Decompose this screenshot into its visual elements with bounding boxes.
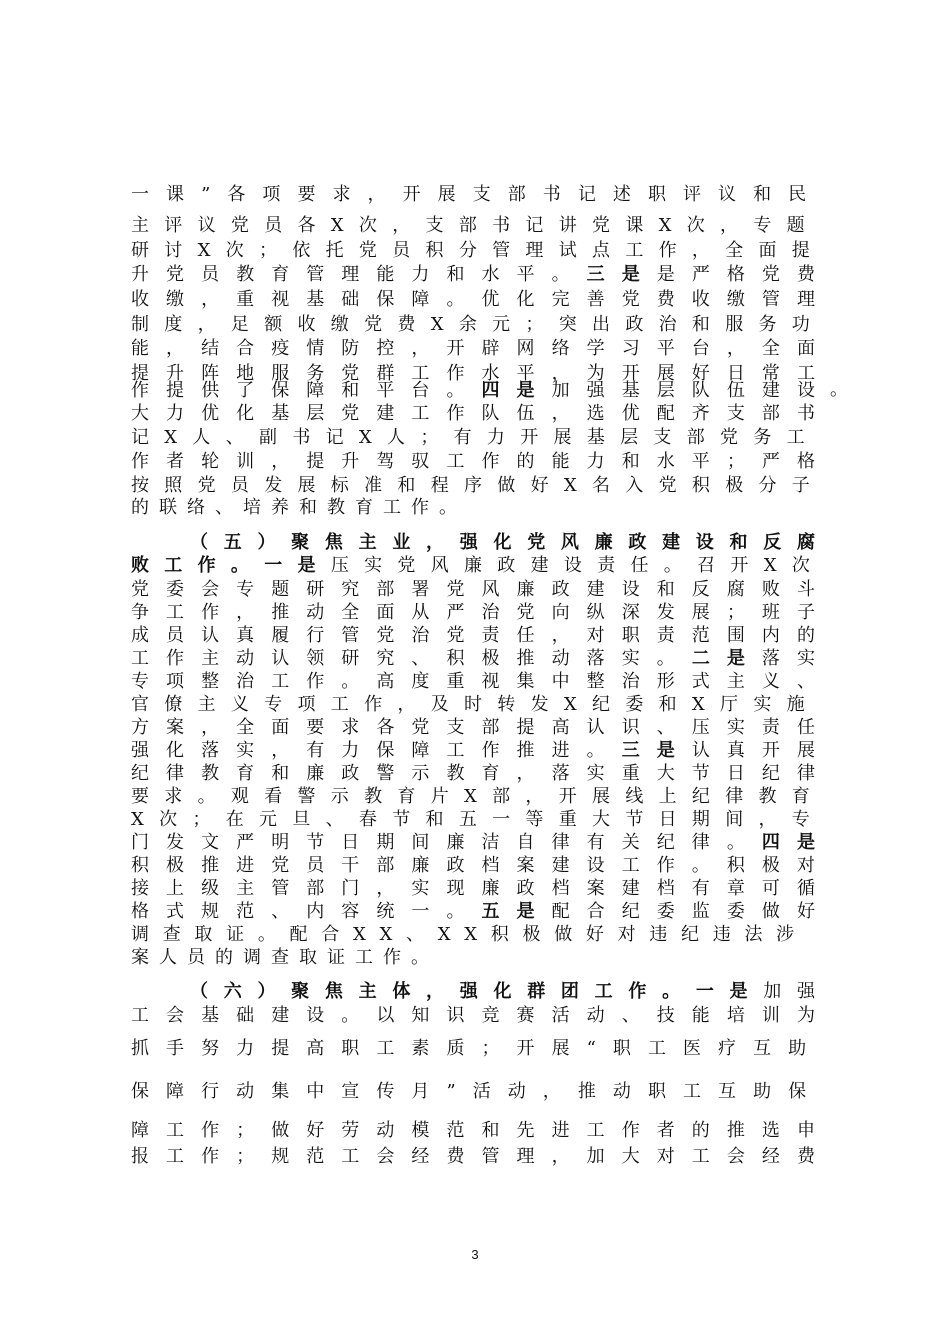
text-line (131, 474, 830, 498)
text-segment: 研讨X次；依托党员积分管理试点工作，全面提 (131, 240, 826, 261)
text-segment: 保障行动集中宣传月”活动，推动职工互助保 (131, 1081, 824, 1102)
bold-text-segment: 四是 (761, 832, 833, 853)
text-segment: 按照党员发展标准和程序做好X名入党积极分子 (131, 475, 826, 496)
text-segment: 党委会专题研究部署党风廉政建设和反腐败斗 (131, 579, 832, 600)
text-line (131, 923, 829, 947)
text-line (131, 183, 832, 207)
text-segment: 工作主动认领研究、积极推动落实。 (131, 648, 692, 669)
text-line (131, 831, 832, 855)
text-line (131, 578, 832, 602)
text-line (131, 785, 830, 809)
text-line (131, 624, 832, 648)
text-line (131, 214, 830, 238)
text-segment: 方案，全面要求各党支部提高认识、压实责任 (131, 717, 832, 738)
text-segment: 收缴，重视基础保障。优化完善党费收缴管理 (131, 289, 832, 310)
text-segment: X次；在元旦、春节和五一等重大节日期间，专 (131, 809, 826, 830)
text-segment: 工会基础建设。以知识竞赛活动、技能培训为 (131, 1005, 832, 1026)
text-segment: 制度，足额收缴党费X余元；突出政治和服务功 (131, 314, 826, 335)
trailing-punctuation: 。 (830, 379, 848, 400)
text-segment: 主评议党员各X次，支部书记讲党课X次，专题 (131, 215, 820, 236)
text-line (131, 554, 830, 578)
text-line (131, 1119, 832, 1143)
text-segment: 认真开展 (691, 740, 833, 761)
text-segment: 抓手努力提高职工素质；开展“职工医疗互助 (131, 1038, 824, 1059)
text-line (131, 808, 830, 832)
text-segment: 提升阵地服务党群工作水平，为开展好日常工 (131, 363, 832, 384)
text-segment: 报工作；规范工会经费管理，加大对工会经费 (131, 1146, 832, 1167)
text-segment: 成员认真履行管党治党责任，对职责范围内的 (131, 625, 832, 646)
text-segment: 的联络、培养和教育工作。 (131, 497, 467, 518)
bold-text-segment: 四是 (481, 380, 552, 401)
text-line (190, 980, 831, 1004)
text-segment: 一课”各项要求，开展支部书记述职评议和民 (131, 184, 824, 205)
text-line (131, 739, 832, 763)
text-segment: 调查取证。配合XX、XX积极做好对违纪违法涉 (131, 924, 808, 945)
text-segment: 记X人、副书记X人；有力开展基层支部党务工 (131, 427, 820, 448)
bold-text-segment: 五是 (481, 901, 552, 922)
text-segment: 接上级主管部门，实现廉政档案建档有章可循 (131, 878, 832, 899)
text-segment: 作者轮训，提升驾驭工作的能力和水平；严格 (131, 451, 832, 472)
bold-text-segment: （五）聚焦主业，强化党风廉政建设和反腐 (190, 532, 831, 553)
text-segment: 案人员的调查取证工作。 (131, 947, 439, 968)
text-segment: 加强 (763, 981, 831, 1002)
text-line (131, 716, 832, 740)
text-segment: 强化落实，有力保障工作推进。 (131, 740, 622, 761)
text-segment: 争工作，推动全面从严治党向纵深发展；班子 (131, 602, 832, 623)
bold-text-segment: 三是 (586, 264, 657, 285)
text-line (131, 1004, 832, 1028)
text-line (131, 900, 832, 924)
text-segment: 要求。观看警示教育片X部，开展线上纪律教育 (131, 786, 826, 807)
bold-text-segment: 一是 (264, 555, 331, 576)
page-number: 3 (471, 1247, 479, 1262)
text-line (131, 1037, 832, 1061)
text-segment: 大力优化基层党建工作队伍，选优配齐支部书 (131, 403, 832, 424)
text-segment: 是严格党费 (656, 264, 833, 285)
text-segment: 积极推进党员干部廉政档案建设工作。积极对 (131, 855, 832, 876)
text-line (131, 877, 832, 901)
text-segment: 门发文严明节日期间廉洁自律有关纪律。 (131, 832, 762, 853)
text-line (131, 263, 832, 287)
text-segment: 作提供了保障和平台。 (131, 380, 482, 401)
bold-text-segment: 败工作。 (131, 555, 265, 576)
text-line (131, 762, 832, 786)
text-segment: 格式规范、内容统一。 (131, 901, 482, 922)
text-segment: 纪律教育和廉政警示教育，落实重大节日纪律 (131, 763, 832, 784)
text-line (131, 1080, 832, 1104)
text-segment: 落实 (761, 648, 833, 669)
text-line (131, 313, 830, 337)
bold-text-segment: 一是 (695, 981, 764, 1002)
text-line (131, 693, 830, 717)
text-segment: 压实党风廉政建设责任。召开X次 (330, 555, 826, 576)
text-segment: 官僚主义专项工作，及时转发X纪委和X厅实施 (131, 694, 820, 715)
text-line (131, 670, 832, 694)
text-line (190, 531, 831, 555)
text-line (131, 450, 832, 474)
text-line (131, 239, 830, 263)
text-segment: 障工作；做好劳动模范和先进工作者的推选申 (131, 1120, 832, 1141)
text-line (131, 647, 832, 671)
text-line (131, 337, 832, 361)
text-segment: 加强基层队伍建设 (551, 380, 833, 401)
text-line (131, 288, 832, 312)
text-line (131, 426, 830, 450)
bold-text-segment: 二是 (691, 648, 762, 669)
bold-text-segment: （六）聚焦主体，强化群团工作。 (190, 981, 696, 1002)
text-segment: 能，结合疫情防控，开辟网络学习平台，全面 (131, 338, 832, 359)
text-line (131, 1145, 832, 1169)
text-line (131, 946, 815, 970)
text-line (131, 854, 832, 878)
text-line (131, 496, 815, 520)
text-segment: 配合纪委监委做好 (551, 901, 833, 922)
text-segment: 专项整治工作。高度重视集中整治形式主义、 (131, 671, 832, 692)
text-line (131, 379, 832, 403)
text-segment: 升党员教育管理能力和水平。 (131, 264, 587, 285)
text-line (131, 402, 832, 426)
text-line (131, 601, 832, 625)
bold-text-segment: 三是 (621, 740, 692, 761)
